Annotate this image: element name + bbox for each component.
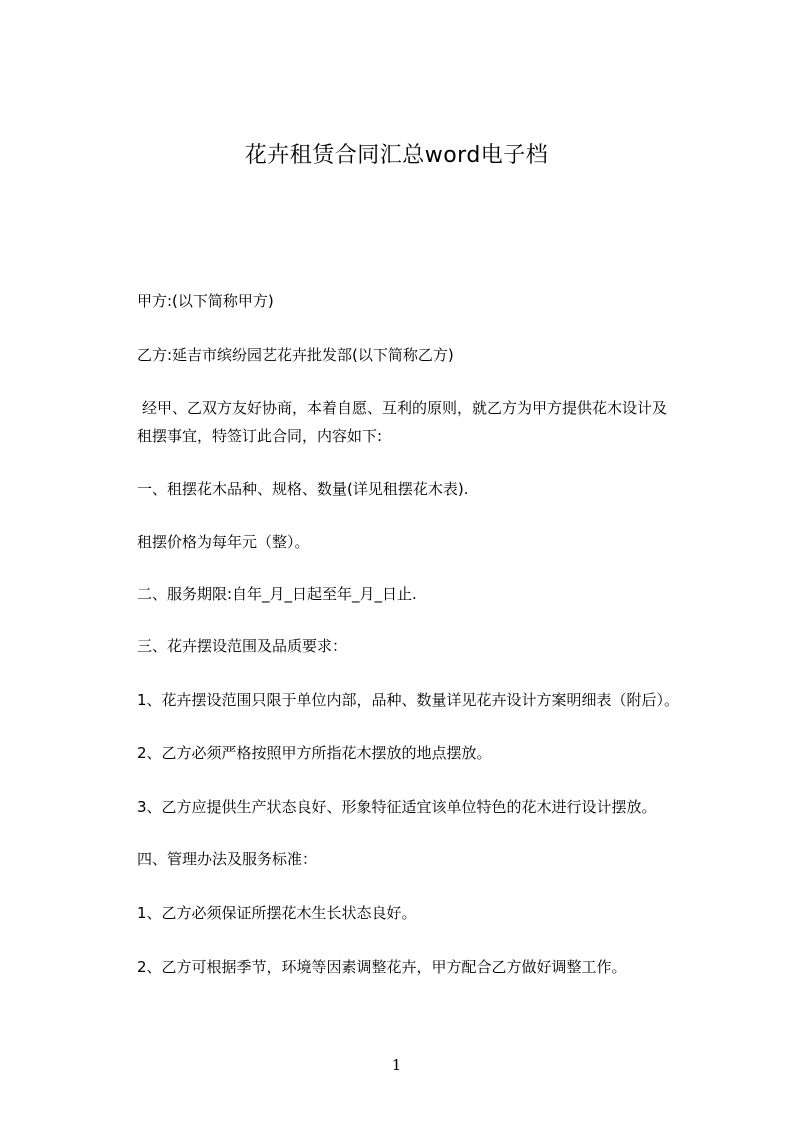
section-3-heading: 三、花卉摆设范围及品质要求： xyxy=(137,637,348,655)
section-4-item-2: 2、乙方可根据季节，环境等因素调整花卉，甲方配合乙方做好调整工作。 xyxy=(137,958,627,976)
intro-paragraph xyxy=(137,394,712,450)
section-2-heading: 二、服务期限:自年_月_日起至年_月_日止. xyxy=(137,585,417,603)
intro-line-2: 租摆事宜，特签订此合同，内容如下: xyxy=(137,427,383,445)
party-b-line: 乙方:延吉市缤纷园艺花卉批发部(以下简称乙方) xyxy=(137,346,454,364)
page-number: 1 xyxy=(391,1056,402,1074)
party-a-line: 甲方:(以下简称甲方) xyxy=(137,292,274,310)
section-3-item-3: 3、乙方应提供生产状态良好、形象特征适宜该单位特色的花木进行设计摆放。 xyxy=(137,798,657,816)
section-3-item-2: 2、乙方必须严格按照甲方所指花木摆放的地点摆放。 xyxy=(137,744,492,762)
intro-line-1: 经甲、乙双方友好协商，本着自愿、互利的原则，就乙方为甲方提供花木设计及 xyxy=(142,399,668,417)
price-line: 租摆价格为每年元（整）。 xyxy=(137,533,310,551)
section-4-item-1: 1、乙方必须保证所摆花木生长状态良好。 xyxy=(137,904,417,922)
document-title: 花卉租赁合同汇总word电子档 xyxy=(244,143,549,168)
section-1-heading: 一、租摆花木品种、规格、数量(详见租摆花木表). xyxy=(137,480,469,498)
section-4-heading: 四、管理办法及服务标准： xyxy=(137,850,318,868)
section-3-item-1: 1、花卉摆设范围只限于单位内部，品种、数量详见花卉设计方案明细表（附后）。 xyxy=(137,691,680,709)
